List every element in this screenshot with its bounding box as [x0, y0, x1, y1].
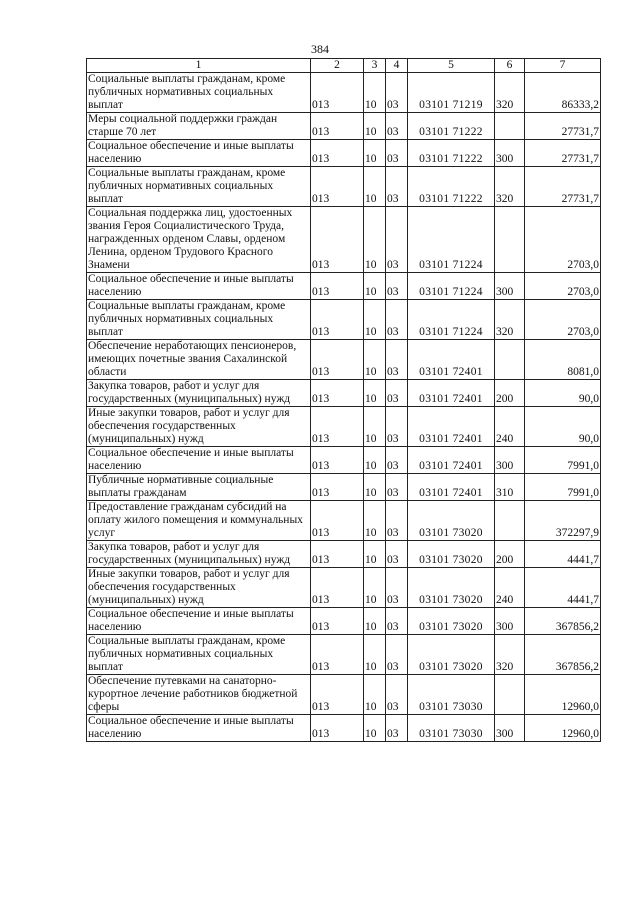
- page-number: 384: [311, 42, 329, 56]
- row-target-article-cell: 03101 73020: [408, 501, 495, 541]
- row-ministry-code-cell: 013: [311, 207, 364, 273]
- row-ministry-code-cell: 013: [311, 675, 364, 715]
- row-expense-type-cell: 300: [495, 447, 525, 474]
- row-subsection-code-cell: 03: [386, 273, 408, 300]
- row-subsection-code-cell: 03: [386, 447, 408, 474]
- row-expense-type-cell: [495, 207, 525, 273]
- row-target-article-cell: 03101 71224: [408, 273, 495, 300]
- row-section-code-cell: 10: [364, 273, 386, 300]
- table-row: [87, 273, 601, 300]
- row-target-article-cell: 03101 73030: [408, 675, 495, 715]
- row-target-article-cell: 03101 71224: [408, 207, 495, 273]
- row-subsection-code-cell: 03: [386, 675, 408, 715]
- row-amount-cell: 2703,0: [525, 300, 601, 340]
- column-header-4: 4: [386, 59, 408, 73]
- row-ministry-code-cell: 013: [311, 568, 364, 608]
- table-row: [87, 167, 601, 207]
- table-row: [87, 635, 601, 675]
- row-target-article-cell: 03101 71222: [408, 140, 495, 167]
- row-name-cell: Публичные нормативные социальные выплаты гражданам: [87, 474, 311, 501]
- row-section-code-cell: 10: [364, 407, 386, 447]
- row-expense-type-cell: 300: [495, 715, 525, 742]
- row-amount-cell: 4441,7: [525, 541, 601, 568]
- row-amount-cell: 2703,0: [525, 273, 601, 300]
- row-expense-type-cell: [495, 113, 525, 140]
- row-ministry-code-cell: 013: [311, 273, 364, 300]
- row-target-article-cell: 03101 71224: [408, 300, 495, 340]
- row-section-code-cell: 10: [364, 541, 386, 568]
- row-amount-cell: 372297,9: [525, 501, 601, 541]
- row-name-cell: Социальные выплаты гражданам, кроме публичных нормативных социальных выплат: [87, 300, 311, 340]
- row-name-cell: Социальные выплаты гражданам, кроме публичных нормативных социальных выплат: [87, 73, 311, 113]
- row-ministry-code-cell: 013: [311, 474, 364, 501]
- row-amount-cell: 90,0: [525, 380, 601, 407]
- row-subsection-code-cell: 03: [386, 300, 408, 340]
- row-name-cell: Социальные выплаты гражданам, кроме публичных нормативных социальных выплат: [87, 635, 311, 675]
- row-name-cell: Социальная поддержка лиц, удостоенных звания Героя Социалистического Труда, награжденных орденом Славы, орденом Ленина, орденом Трудового Красного Знамени: [87, 207, 311, 273]
- row-target-article-cell: 03101 71222: [408, 113, 495, 140]
- row-subsection-code-cell: 03: [386, 541, 408, 568]
- column-header-1: 1: [87, 59, 311, 73]
- row-expense-type-cell: 310: [495, 474, 525, 501]
- row-amount-cell: 2703,0: [525, 207, 601, 273]
- row-target-article-cell: 03101 72401: [408, 474, 495, 501]
- row-subsection-code-cell: 03: [386, 635, 408, 675]
- row-subsection-code-cell: 03: [386, 167, 408, 207]
- row-section-code-cell: 10: [364, 608, 386, 635]
- row-section-code-cell: 10: [364, 474, 386, 501]
- row-target-article-cell: 03101 72401: [408, 407, 495, 447]
- table-row: [87, 474, 601, 501]
- row-ministry-code-cell: 013: [311, 380, 364, 407]
- row-subsection-code-cell: 03: [386, 568, 408, 608]
- row-name-cell: Социальное обеспечение и иные выплаты населению: [87, 447, 311, 474]
- row-section-code-cell: 10: [364, 675, 386, 715]
- row-expense-type-cell: [495, 675, 525, 715]
- row-ministry-code-cell: 013: [311, 501, 364, 541]
- row-subsection-code-cell: 03: [386, 380, 408, 407]
- column-header-2: 2: [311, 59, 364, 73]
- row-amount-cell: 27731,7: [525, 140, 601, 167]
- table-row: [87, 675, 601, 715]
- row-section-code-cell: 10: [364, 447, 386, 474]
- table-row: [87, 501, 601, 541]
- row-section-code-cell: 10: [364, 167, 386, 207]
- row-subsection-code-cell: 03: [386, 715, 408, 742]
- row-name-cell: Социальное обеспечение и иные выплаты населению: [87, 140, 311, 167]
- row-amount-cell: 7991,0: [525, 447, 601, 474]
- row-target-article-cell: 03101 72401: [408, 380, 495, 407]
- row-section-code-cell: 10: [364, 207, 386, 273]
- row-ministry-code-cell: 013: [311, 113, 364, 140]
- row-amount-cell: 8081,0: [525, 340, 601, 380]
- row-subsection-code-cell: 03: [386, 73, 408, 113]
- row-name-cell: Социальное обеспечение и иные выплаты населению: [87, 715, 311, 742]
- row-name-cell: Обеспечение неработающих пенсионеров, имеющих почетные звания Сахалинской области: [87, 340, 311, 380]
- row-amount-cell: 7991,0: [525, 474, 601, 501]
- row-name-cell: Социальные выплаты гражданам, кроме публичных нормативных социальных выплат: [87, 167, 311, 207]
- row-target-article-cell: 03101 72401: [408, 447, 495, 474]
- row-ministry-code-cell: 013: [311, 73, 364, 113]
- row-amount-cell: 367856,2: [525, 608, 601, 635]
- column-header-6: 6: [495, 59, 525, 73]
- row-target-article-cell: 03101 71222: [408, 167, 495, 207]
- row-target-article-cell: 03101 73020: [408, 568, 495, 608]
- table-row: [87, 340, 601, 380]
- row-section-code-cell: 10: [364, 140, 386, 167]
- row-name-cell: Закупка товаров, работ и услуг для государственных (муниципальных) нужд: [87, 541, 311, 568]
- table-row: [87, 568, 601, 608]
- row-subsection-code-cell: 03: [386, 474, 408, 501]
- row-ministry-code-cell: 013: [311, 608, 364, 635]
- row-amount-cell: 90,0: [525, 407, 601, 447]
- row-target-article-cell: 03101 73020: [408, 635, 495, 675]
- table-row: [87, 407, 601, 447]
- row-name-cell: Предоставление гражданам субсидий на оплату жилого помещения и коммунальных услуг: [87, 501, 311, 541]
- row-amount-cell: 86333,2: [525, 73, 601, 113]
- table-row: [87, 113, 601, 140]
- row-amount-cell: 12960,0: [525, 675, 601, 715]
- row-expense-type-cell: 320: [495, 635, 525, 675]
- row-subsection-code-cell: 03: [386, 608, 408, 635]
- row-section-code-cell: 10: [364, 73, 386, 113]
- row-subsection-code-cell: 03: [386, 407, 408, 447]
- table-row: [87, 73, 601, 113]
- row-ministry-code-cell: 013: [311, 407, 364, 447]
- row-name-cell: Иные закупки товаров, работ и услуг для обеспечения государственных (муниципальных) нужд: [87, 407, 311, 447]
- row-target-article-cell: 03101 72401: [408, 340, 495, 380]
- row-section-code-cell: 10: [364, 501, 386, 541]
- row-expense-type-cell: 240: [495, 407, 525, 447]
- row-expense-type-cell: 320: [495, 300, 525, 340]
- row-target-article-cell: 03101 73020: [408, 541, 495, 568]
- row-expense-type-cell: 300: [495, 140, 525, 167]
- table-row: [87, 140, 601, 167]
- row-section-code-cell: 10: [364, 568, 386, 608]
- row-ministry-code-cell: 013: [311, 635, 364, 675]
- column-header-5: 5: [408, 59, 495, 73]
- row-subsection-code-cell: 03: [386, 340, 408, 380]
- column-header-7: 7: [525, 59, 601, 73]
- row-ministry-code-cell: 013: [311, 447, 364, 474]
- row-target-article-cell: 03101 71219: [408, 73, 495, 113]
- row-target-article-cell: 03101 73030: [408, 715, 495, 742]
- row-section-code-cell: 10: [364, 300, 386, 340]
- row-amount-cell: 27731,7: [525, 167, 601, 207]
- row-ministry-code-cell: 013: [311, 140, 364, 167]
- table-row: [87, 447, 601, 474]
- row-expense-type-cell: 300: [495, 608, 525, 635]
- row-name-cell: Меры социальной поддержки граждан старше 70 лет: [87, 113, 311, 140]
- row-section-code-cell: 10: [364, 113, 386, 140]
- row-name-cell: Социальное обеспечение и иные выплаты населению: [87, 273, 311, 300]
- row-name-cell: Обеспечение путевками на санаторно-курортное лечение работников бюджетной сферы: [87, 675, 311, 715]
- row-expense-type-cell: 200: [495, 380, 525, 407]
- row-expense-type-cell: [495, 501, 525, 541]
- row-amount-cell: 4441,7: [525, 568, 601, 608]
- row-expense-type-cell: 320: [495, 73, 525, 113]
- row-name-cell: Социальное обеспечение и иные выплаты населению: [87, 608, 311, 635]
- table-row: [87, 608, 601, 635]
- row-section-code-cell: 10: [364, 380, 386, 407]
- table-body: [87, 73, 601, 742]
- table-row: [87, 380, 601, 407]
- row-subsection-code-cell: 03: [386, 207, 408, 273]
- row-ministry-code-cell: 013: [311, 340, 364, 380]
- table-row: [87, 715, 601, 742]
- row-subsection-code-cell: 03: [386, 140, 408, 167]
- row-ministry-code-cell: 013: [311, 715, 364, 742]
- table-row: [87, 541, 601, 568]
- row-subsection-code-cell: 03: [386, 113, 408, 140]
- row-section-code-cell: 10: [364, 340, 386, 380]
- row-amount-cell: 12960,0: [525, 715, 601, 742]
- row-expense-type-cell: 320: [495, 167, 525, 207]
- row-expense-type-cell: 240: [495, 568, 525, 608]
- row-name-cell: Закупка товаров, работ и услуг для государственных (муниципальных) нужд: [87, 380, 311, 407]
- header-row: [87, 59, 601, 73]
- row-subsection-code-cell: 03: [386, 501, 408, 541]
- row-amount-cell: 367856,2: [525, 635, 601, 675]
- row-ministry-code-cell: 013: [311, 300, 364, 340]
- table-row: [87, 300, 601, 340]
- row-expense-type-cell: 300: [495, 273, 525, 300]
- row-name-cell: Иные закупки товаров, работ и услуг для обеспечения государственных (муниципальных) нужд: [87, 568, 311, 608]
- row-section-code-cell: 10: [364, 715, 386, 742]
- budget-table: [86, 58, 601, 742]
- row-expense-type-cell: 200: [495, 541, 525, 568]
- row-ministry-code-cell: 013: [311, 541, 364, 568]
- column-header-3: 3: [364, 59, 386, 73]
- row-target-article-cell: 03101 73020: [408, 608, 495, 635]
- table-row: [87, 207, 601, 273]
- row-amount-cell: 27731,7: [525, 113, 601, 140]
- row-ministry-code-cell: 013: [311, 167, 364, 207]
- row-section-code-cell: 10: [364, 635, 386, 675]
- row-expense-type-cell: [495, 340, 525, 380]
